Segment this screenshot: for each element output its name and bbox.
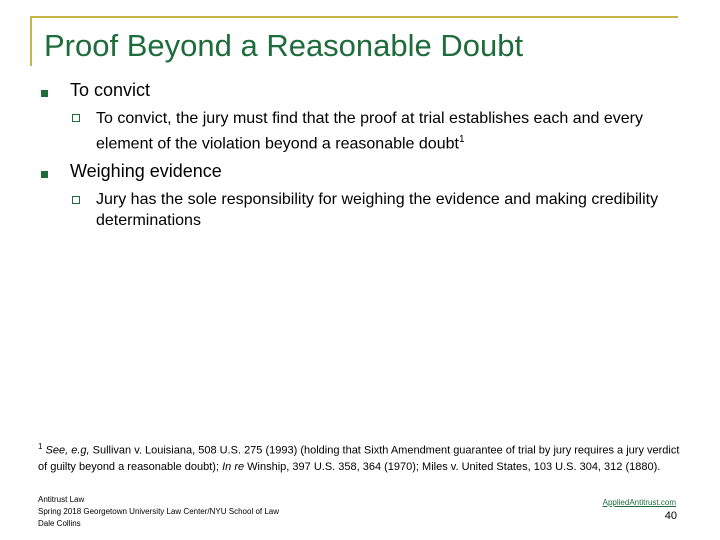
sub-bullet-proof-at-trial (96, 108, 676, 154)
footnote-marker: 1 (38, 442, 43, 451)
footnote-in-re: In re (222, 460, 245, 473)
footnote-reference: 1 (458, 134, 465, 145)
footnote-part1: Sullivan v. Louisiana, 508 U.S. 275 (1993) (holding that Sixth Amendment guarantee of trial by jury requires a jury verdict of guilty beyond a reasonable doubt); (38, 444, 680, 473)
sub-bullet-jury-responsibility: Jury has the sole responsibility for weighing the evidence and making credibility determinations (96, 191, 659, 229)
bullet-weighing-evidence: Weighing evidence (70, 161, 222, 181)
footer-author: Dale Collins (38, 519, 81, 528)
page-number: 40 (664, 510, 677, 522)
sub-bullet-box-icon (72, 196, 80, 204)
slide-title: Proof Beyond a Reasonable Doubt (44, 28, 524, 63)
footer-course-name: Antitrust Law (38, 495, 85, 504)
frame-left-rule (30, 16, 32, 66)
footnote-see: See, e.g, (45, 444, 90, 457)
footnote-part2: Winship, 397 U.S. 358, 364 (1970); Miles v. United States, 103 U.S. 304, 312 (1880). (247, 460, 661, 473)
footer-course-info (38, 494, 279, 530)
frame-top-rule (30, 16, 678, 18)
sub-bullet-box-icon (72, 114, 80, 122)
sub-bullet-text: To convict, the jury must find that the proof at trial establishes each and every element of the violation beyond a reasonable doubt (96, 110, 643, 153)
footer-website-link[interactable]: AppliedAntitrust.com (602, 498, 676, 507)
bullet-to-convict: To convict (70, 80, 151, 100)
footer-term: Spring 2018 Georgetown University Law Center/NYU School of Law (38, 507, 280, 516)
footnote (38, 439, 688, 475)
bullet-square-icon (41, 171, 48, 178)
bullet-square-icon (41, 90, 48, 97)
